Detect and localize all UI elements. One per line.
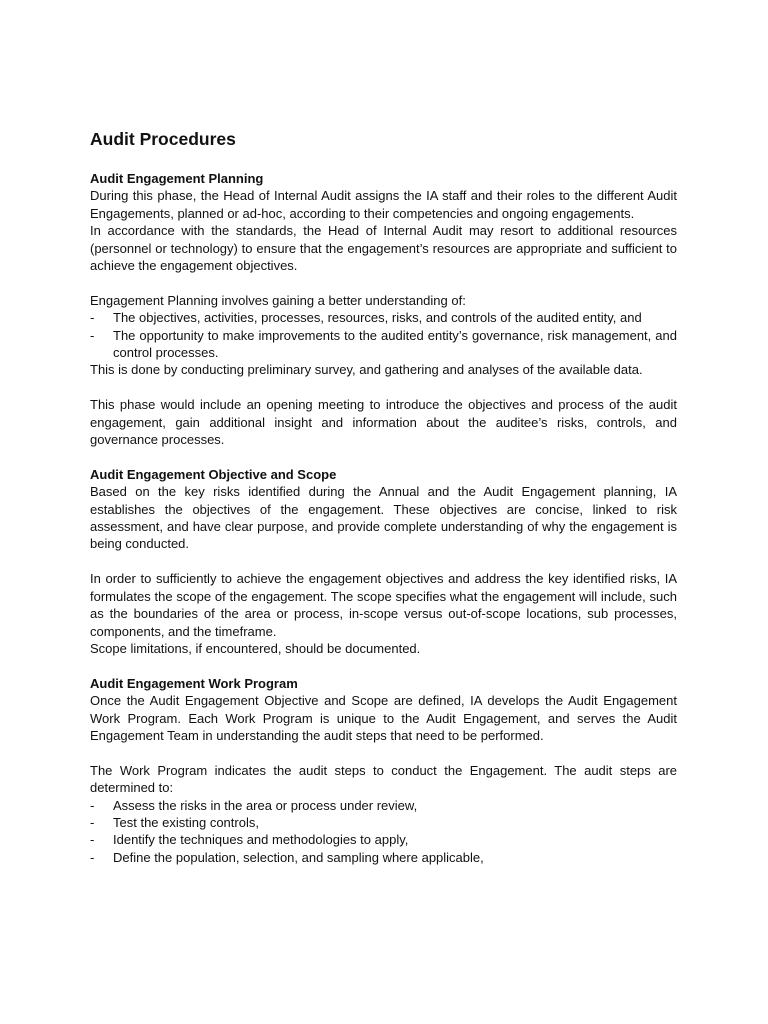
bullet-list (90, 309, 677, 361)
section-planning (90, 170, 677, 448)
list-item (90, 814, 677, 831)
dash-bullet: - (90, 849, 95, 865)
list-item-text: Define the population, selection, and sampling where applicable, (113, 849, 484, 865)
list-item (90, 309, 677, 326)
paragraph: This is done by conducting preliminary survey, and gathering and analyses of the available data. (90, 362, 643, 378)
list-item-text: The opportunity to make improvements to the audited entity’s governance, risk management, and control processes. (113, 327, 677, 361)
list-item (90, 849, 677, 866)
list-item-text: Assess the risks in the area or process under review, (113, 797, 418, 813)
paragraph: In order to sufficiently to achieve the engagement objectives and address the key identified risks, IA formulates the scope of the engagement. The scope specifies what the engagement will include, such as the boundaries of the area or process, in-scope versus out-of-scope locations, sub processes, components, and the timeframe. (90, 571, 677, 639)
paragraph: The Work Program indicates the audit steps to conduct the Engagement. The audit steps are determined to: (90, 762, 677, 796)
list-item (90, 797, 677, 814)
section-heading: Audit Engagement Objective and Scope (90, 466, 337, 482)
list-item (90, 831, 677, 848)
paragraph: Once the Audit Engagement Objective and Scope are defined, IA develops the Audit Engagement Work Program. Each Work Program is unique to the Audit Engagement, and serves the Audit Engagement Team in understanding the audit steps that need to be performed. (90, 693, 677, 743)
section-work-program (90, 675, 677, 866)
paragraph: In accordance with the standards, the Head of Internal Audit may resort to additional resources (personnel or technology) to ensure that the engagement’s resources are appropriate and sufficient to achieve the engagement objectives. (90, 223, 677, 274)
list-item-text: Identify the techniques and methodologies to apply, (113, 832, 409, 848)
list-item-text: Test the existing controls, (113, 814, 259, 830)
dash-bullet: - (90, 310, 95, 326)
document-body (90, 127, 677, 866)
section-heading: Audit Engagement Work Program (90, 675, 298, 691)
paragraph: During this phase, the Head of Internal Audit assigns the IA staff and their roles to the different Audit Engagements, planned or ad-hoc, according to their competencies and ongoing engagements. (90, 188, 677, 221)
dash-bullet: - (90, 327, 95, 343)
section-heading: Audit Engagement Planning (90, 171, 264, 186)
dash-bullet: - (90, 832, 95, 848)
dash-bullet: - (90, 814, 95, 830)
list-item-text: The objectives, activities, processes, resources, risks, and controls of the audited entity, and (113, 310, 642, 326)
page-title: Audit Procedures (90, 129, 236, 149)
paragraph: Engagement Planning involves gaining a better understanding of: (90, 292, 466, 308)
bullet-list (90, 797, 677, 867)
dash-bullet: - (90, 797, 95, 813)
paragraph: Based on the key risks identified during the Annual and the Audit Engagement planning, IA establishes the objectives of the engagement. These objectives are concise, linked to risk assessment, and have clear purpose, and provide complete understanding of why the engagement is being conducted. (90, 484, 677, 552)
paragraph: Scope limitations, if encountered, should be documented. (90, 640, 421, 656)
section-objective-scope (90, 466, 677, 657)
list-item (90, 327, 677, 362)
paragraph: This phase would include an opening meeting to introduce the objectives and process of the audit engagement, gain additional insight and information about the auditee’s risks, controls, and governance processes. (90, 397, 677, 448)
